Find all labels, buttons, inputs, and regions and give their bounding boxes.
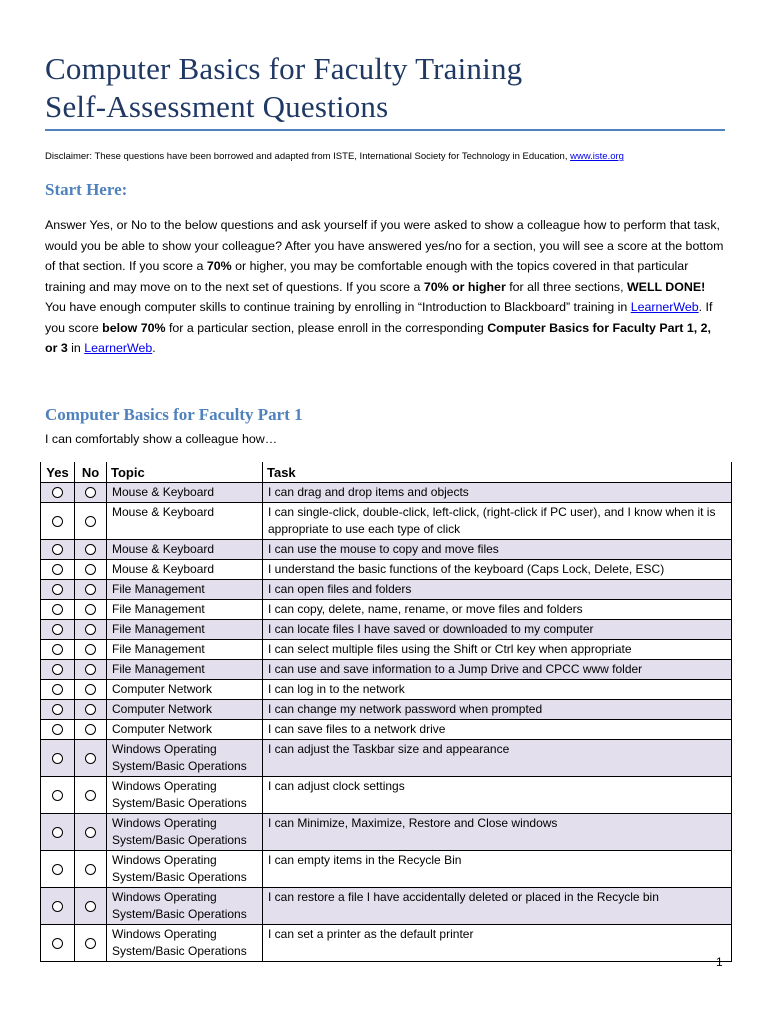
col-topic-header: Topic: [107, 462, 263, 483]
yes-radio[interactable]: [52, 864, 63, 875]
no-radio[interactable]: [85, 516, 96, 527]
no-cell: [75, 720, 107, 740]
topic-cell: File Management: [107, 660, 263, 680]
topic-cell: File Management: [107, 640, 263, 660]
col-no-header: No: [75, 462, 107, 483]
task-cell: I can select multiple files using the Shift or Ctrl key when appropriate: [263, 640, 732, 660]
table-row: [41, 560, 732, 580]
no-radio[interactable]: [85, 753, 96, 764]
intro-text: You have enough computer skills to continue training by enrolling in “Introduction to Blackboard” training in: [45, 300, 631, 314]
part-1-heading: Computer Basics for Faculty Part 1: [45, 405, 303, 424]
no-cell: [75, 925, 107, 962]
yes-radio[interactable]: [52, 684, 63, 695]
table-row: [41, 700, 732, 720]
yes-radio[interactable]: [52, 704, 63, 715]
intro-text: . If you score: [45, 300, 713, 335]
no-cell: [75, 560, 107, 580]
task-cell: I can save files to a network drive: [263, 720, 732, 740]
task-cell: I can copy, delete, name, rename, or move files and folders: [263, 600, 732, 620]
no-radio[interactable]: [85, 624, 96, 635]
task-cell: I can set a printer as the default printer: [263, 925, 732, 962]
yes-radio[interactable]: [52, 644, 63, 655]
table-row: [41, 503, 732, 540]
no-cell: [75, 540, 107, 560]
yes-cell: [41, 888, 75, 925]
topic-cell: Computer Network: [107, 680, 263, 700]
topic-cell: File Management: [107, 600, 263, 620]
title-line-1: Computer Basics for Faculty Training: [45, 51, 523, 86]
no-radio[interactable]: [85, 901, 96, 912]
no-cell: [75, 888, 107, 925]
topic-cell: Windows Operating System/Basic Operations: [107, 814, 263, 851]
task-cell: I can adjust the Taskbar size and appearance: [263, 740, 732, 777]
no-cell: [75, 503, 107, 540]
intro-bold: 70% or higher: [423, 279, 506, 294]
yes-cell: [41, 540, 75, 560]
no-cell: [75, 740, 107, 777]
topic-cell: Mouse & Keyboard: [107, 483, 263, 503]
yes-cell: [41, 503, 75, 540]
yes-radio[interactable]: [52, 790, 63, 801]
no-cell: [75, 777, 107, 814]
topic-cell: File Management: [107, 620, 263, 640]
intro-bold: Computer Basics for Faculty Part 1, 2, or 3: [45, 320, 711, 355]
topic-cell: Mouse & Keyboard: [107, 540, 263, 560]
table-row: [41, 660, 732, 680]
yes-cell: [41, 814, 75, 851]
no-cell: [75, 851, 107, 888]
yes-cell: [41, 777, 75, 814]
yes-cell: [41, 925, 75, 962]
task-cell: I can change my network password when prompted: [263, 700, 732, 720]
iste-link[interactable]: www.iste.org: [570, 151, 624, 162]
table-row: [41, 620, 732, 640]
yes-radio[interactable]: [52, 664, 63, 675]
task-cell: I can adjust clock settings: [263, 777, 732, 814]
yes-radio[interactable]: [52, 827, 63, 838]
table-row: [41, 888, 732, 925]
no-cell: [75, 580, 107, 600]
intro-text: .: [152, 341, 156, 355]
title-line-2: Self-Assessment Questions: [45, 89, 389, 124]
no-cell: [75, 700, 107, 720]
no-cell: [75, 680, 107, 700]
task-cell: I can use and save information to a Jump Drive and CPCC www folder: [263, 660, 732, 680]
no-radio[interactable]: [85, 604, 96, 615]
intro-paragraph: [45, 215, 725, 359]
no-radio[interactable]: [85, 564, 96, 575]
no-radio[interactable]: [85, 724, 96, 735]
yes-radio[interactable]: [52, 901, 63, 912]
intro-text: for a particular section, please enroll in the corresponding: [165, 320, 488, 335]
intro-bold: 70%: [206, 259, 232, 273]
disclaimer: [45, 151, 624, 162]
topic-cell: Windows Operating System/Basic Operations: [107, 777, 263, 814]
yes-radio[interactable]: [52, 487, 63, 498]
topic-cell: Windows Operating System/Basic Operations: [107, 740, 263, 777]
yes-cell: [41, 740, 75, 777]
yes-radio[interactable]: [52, 753, 63, 764]
topic-cell: Mouse & Keyboard: [107, 503, 263, 540]
intro-bold: WELL DONE!: [626, 279, 706, 294]
yes-cell: [41, 660, 75, 680]
yes-cell: [41, 560, 75, 580]
no-radio[interactable]: [85, 790, 96, 801]
table-row: [41, 720, 732, 740]
topic-cell: Windows Operating System/Basic Operations: [107, 888, 263, 925]
no-radio[interactable]: [85, 684, 96, 695]
assessment-table: [40, 462, 732, 962]
yes-cell: [41, 483, 75, 503]
yes-cell: [41, 680, 75, 700]
task-cell: I can use the mouse to copy and move files: [263, 540, 732, 560]
document-title: [45, 50, 725, 126]
no-radio[interactable]: [85, 644, 96, 655]
topic-cell: Windows Operating System/Basic Operations: [107, 925, 263, 962]
topic-cell: Mouse & Keyboard: [107, 560, 263, 580]
task-cell: I can empty items in the Recycle Bin: [263, 851, 732, 888]
task-cell: I can restore a file I have accidentally deleted or placed in the Recycle bin: [263, 888, 732, 925]
learnerweb-link[interactable]: LearnerWeb: [84, 341, 153, 355]
table-row: [41, 580, 732, 600]
yes-radio[interactable]: [52, 938, 63, 949]
disclaimer-text: Disclaimer: These questions have been borrowed and adapted from ISTE, International Society for Technology in Education,: [45, 151, 571, 162]
table-row: [41, 640, 732, 660]
no-cell: [75, 600, 107, 620]
task-cell: I can single-click, double-click, left-click, (right-click if PC user), and I know when it is appropriate to use each type of click: [263, 503, 732, 540]
table-row: [41, 600, 732, 620]
yes-radio[interactable]: [52, 564, 63, 575]
no-radio[interactable]: [85, 938, 96, 949]
learnerweb-link[interactable]: LearnerWeb: [630, 300, 699, 314]
task-cell: I can locate files I have saved or downloaded to my computer: [263, 620, 732, 640]
yes-cell: [41, 600, 75, 620]
no-radio[interactable]: [85, 827, 96, 838]
no-radio[interactable]: [85, 664, 96, 675]
yes-cell: [41, 580, 75, 600]
no-radio[interactable]: [85, 544, 96, 555]
intro-text: in: [67, 341, 85, 355]
yes-radio[interactable]: [52, 516, 63, 527]
no-radio[interactable]: [85, 584, 96, 595]
col-task-header: Task: [263, 462, 732, 483]
intro-text: for all three sections,: [505, 279, 627, 294]
table-row: [41, 814, 732, 851]
task-cell: I can Minimize, Maximize, Restore and Close windows: [263, 814, 732, 851]
intro-text: or higher, you may be comfortable enough with the topics covered in that particular training and may move on to the next set of questions. If you score a: [45, 259, 689, 294]
intro-text: Answer Yes, or No to the below questions and ask yourself if you were asked to show a colleague how to perform that task, would you be able to show your colleague? After you have answered yes/no for a section, you will see a score at the bottom of that section. If you score a: [45, 218, 724, 273]
page-number: 1: [716, 955, 723, 969]
topic-cell: Windows Operating System/Basic Operations: [107, 851, 263, 888]
yes-cell: [41, 720, 75, 740]
start-here-heading: Start Here:: [45, 180, 128, 199]
yes-cell: [41, 851, 75, 888]
table-row: [41, 851, 732, 888]
task-cell: I can drag and drop items and objects: [263, 483, 732, 503]
no-cell: [75, 660, 107, 680]
yes-cell: [41, 700, 75, 720]
intro-bold: below 70%: [102, 320, 166, 335]
title-divider: [45, 129, 725, 131]
yes-cell: [41, 620, 75, 640]
no-radio[interactable]: [85, 704, 96, 715]
task-cell: I understand the basic functions of the keyboard (Caps Lock, Delete, ESC): [263, 560, 732, 580]
table-row: [41, 740, 732, 777]
yes-radio[interactable]: [52, 624, 63, 635]
table-row: [41, 925, 732, 962]
topic-cell: File Management: [107, 580, 263, 600]
yes-radio[interactable]: [52, 604, 63, 615]
table-row: [41, 540, 732, 560]
table-row: [41, 483, 732, 503]
no-cell: [75, 814, 107, 851]
task-cell: I can log in to the network: [263, 680, 732, 700]
task-cell: I can open files and folders: [263, 580, 732, 600]
yes-radio[interactable]: [52, 584, 63, 595]
table-header-row: [41, 462, 732, 483]
col-yes-header: Yes: [41, 462, 75, 483]
yes-cell: [41, 640, 75, 660]
yes-radio[interactable]: [52, 544, 63, 555]
table-row: [41, 680, 732, 700]
no-cell: [75, 483, 107, 503]
yes-radio[interactable]: [52, 724, 63, 735]
part-1-subheading: I can comfortably show a colleague how…: [45, 432, 278, 446]
no-cell: [75, 640, 107, 660]
table-row: [41, 777, 732, 814]
no-radio[interactable]: [85, 487, 96, 498]
no-radio[interactable]: [85, 864, 96, 875]
no-cell: [75, 620, 107, 640]
topic-cell: Computer Network: [107, 700, 263, 720]
topic-cell: Computer Network: [107, 720, 263, 740]
